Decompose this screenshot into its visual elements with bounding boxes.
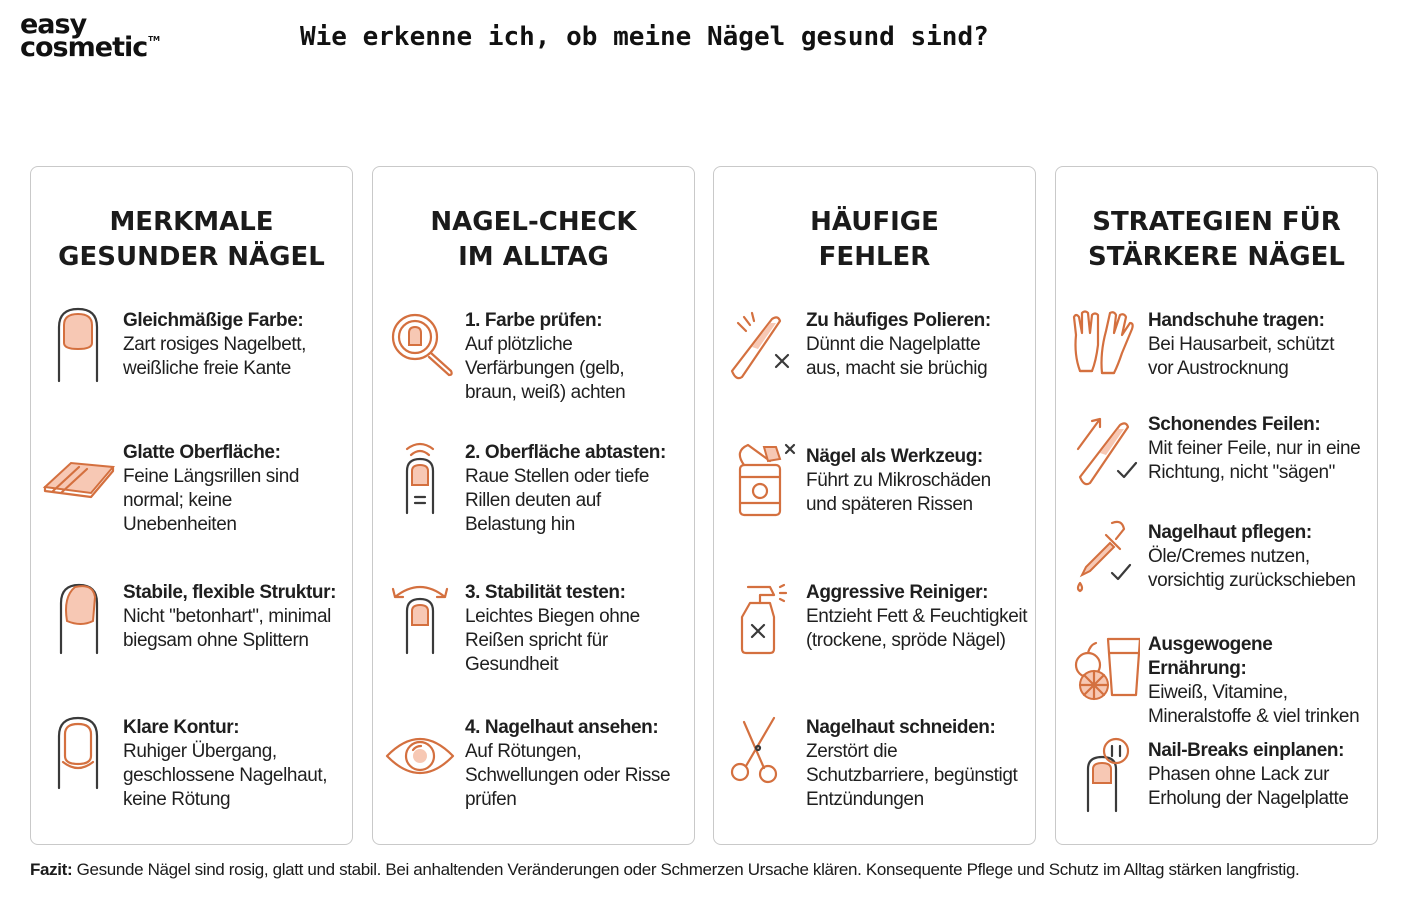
- page-title: Wie erkenne ich, ob meine Nägel gesund sind?: [300, 22, 989, 52]
- brand-logo: [20, 9, 190, 63]
- scissors-icon: [724, 712, 798, 790]
- card-title: STRATEGIEN FÜR STÄRKERE NÄGEL: [1088, 207, 1345, 272]
- logo-trademark: TM: [148, 34, 160, 43]
- item-heading: Schonendes Feilen:: [1148, 414, 1321, 435]
- item-heading: Nail-Breaks einplanen:: [1148, 740, 1345, 761]
- item-heading: Handschuhe tragen:: [1148, 310, 1325, 331]
- bend-finger-icon: [383, 577, 457, 655]
- item-heading: Nagelhaut schneiden:: [806, 717, 996, 738]
- item-heading: Zu häufiges Polieren:: [806, 310, 991, 331]
- item-heading: Stabile, flexible Struktur:: [123, 582, 337, 603]
- logo-line-1: easy: [20, 9, 87, 40]
- item-heading: 2. Oberfläche abtasten:: [465, 442, 666, 463]
- eye-icon: [383, 712, 457, 790]
- summary-text: Gesunde Nägel sind rosig, glatt und stabil. Bei anhaltenden Veränderungen oder Schmerzen Ursache klären. Konsequente Pflege und Schutz im Alltag stärken langfristig.: [72, 860, 1300, 879]
- item-heading: 3. Stabilität testen:: [465, 582, 626, 603]
- item-heading: Aggressive Reiniger:: [806, 582, 989, 603]
- flexible-nail-icon: [41, 577, 115, 655]
- dropper-icon: [1066, 517, 1140, 595]
- card-haeufige-fehler: HÄUFIGE FEHLER Zu häufiges Polieren: Dünnt die Nagelplatte aus, macht sie brüchig Nägel als Werkzeug: Führt zu Mikroschäden und späteren Rissen Aggressive Reiniger: Entzieht Fett & Feuchtigkeit (trockene, spröde Nägel) Nagelhaut schneiden: Zerstört die Schutzbarriere, begünstigt Entzündungen: [713, 166, 1036, 845]
- card-strategien: STRATEGIEN FÜR STÄRKERE NÄGEL Handschuhe tragen: Bei Hausarbeit, schützt vor Austrocknung Schonendes Feilen: Mit feiner Feile, nur in eine Richtung, nicht "sägen" Nagelhaut pflegen: Öle/Cremes nutzen, vorsichtig zurückschieben Ausgewogene Ernährung: Eiweiß, Vitamine, Mineralstoffe & viel trinken Nail-Breaks einplanen: Phasen ohne Lack zur Erholung der Nagelplatte: [1055, 166, 1378, 845]
- nutrition-icon: [1066, 629, 1140, 707]
- card-nagel-check: NAGEL-CHECK IM ALLTAG 1. Farbe prüfen: Auf plötzliche Verfärbungen (gelb, braun, weiß) achten 2. Oberfläche abtasten: Raue Stellen oder tiefe Rillen deuten auf Belastung hin 3. Stabilität testen: Leichtes Biegen ohne Reißen spricht für Gesundheit 4. Nagelhaut ansehen: Auf Rötungen, Schwellungen oder Risse prüfen: [372, 166, 695, 845]
- touch-finger-icon: [383, 437, 457, 515]
- item-heading: Nagelhaut pflegen:: [1148, 522, 1312, 543]
- card-title: HÄUFIGE FEHLER: [810, 207, 939, 272]
- smooth-surface-icon: [41, 437, 115, 515]
- item-heading: 1. Farbe prüfen:: [465, 310, 603, 331]
- item-heading: 4. Nagelhaut ansehen:: [465, 717, 659, 738]
- nail-color-icon: [41, 305, 115, 383]
- card-title: NAGEL-CHECK IM ALLTAG: [430, 207, 637, 272]
- item-heading: Klare Kontur:: [123, 717, 240, 738]
- logo-line-2: cosmetic™: [20, 31, 160, 63]
- item-heading: Glatte Oberfläche:: [123, 442, 281, 463]
- nail-file-cross-icon: [724, 305, 798, 383]
- summary-footer: [30, 860, 1299, 880]
- magnifier-icon: [383, 305, 457, 383]
- item-heading: Nägel als Werkzeug:: [806, 446, 983, 467]
- spray-bottle-icon: [724, 577, 798, 655]
- pause-nail-icon: [1066, 735, 1140, 813]
- nail-file-check-icon: [1066, 409, 1140, 487]
- card-title: MERKMALE GESUNDER NÄGEL: [58, 207, 325, 272]
- item-heading: Ausgewogene Ernährung:: [1148, 634, 1273, 679]
- item-heading: Gleichmäßige Farbe:: [123, 310, 304, 331]
- nail-contour-icon: [41, 712, 115, 790]
- summary-label: Fazit:: [30, 860, 73, 879]
- can-opener-icon: [724, 441, 798, 519]
- gloves-icon: [1066, 305, 1140, 383]
- card-merkmale: MERKMALE GESUNDER NÄGEL Gleichmäßige Farbe: Zart rosiges Nagelbett, weißliche freie Kante Glatte Oberfläche: Feine Längsrillen sind normal; keine Unebenheiten Stabile, flexible Struktur: Nicht "betonhart", minimal biegsam ohne Splittern Klare Kontur: Ruhiger Übergang, geschlossene Nagelhaut, keine Rötung: [30, 166, 353, 845]
